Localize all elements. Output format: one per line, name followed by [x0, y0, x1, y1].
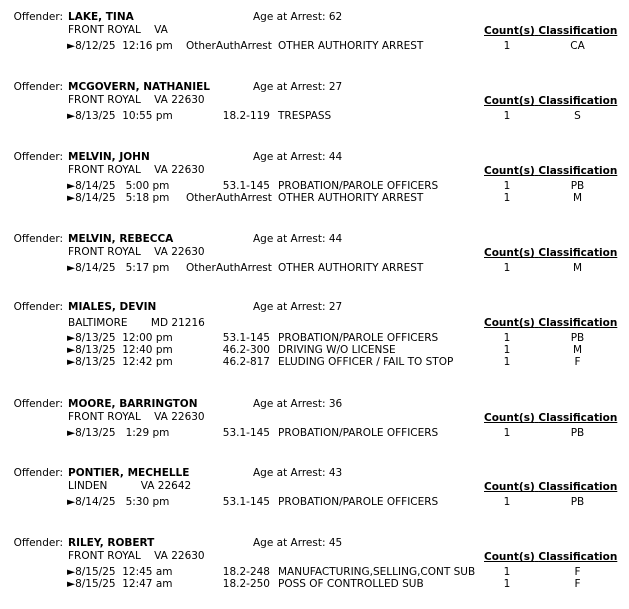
age-label: Age at Arrest:: [253, 301, 326, 313]
charge-classification: M: [572, 262, 583, 274]
column-header: [484, 165, 617, 178]
charge-description: PROBATION/PAROLE OFFICERS: [278, 496, 439, 508]
charge-description: MANUFACTURING,SELLING,CONT SUB: [278, 566, 476, 578]
charge-count: 1: [503, 427, 511, 439]
charge-classification: PB: [570, 180, 585, 192]
charge-datetime: ►8/15/25 12:47 am: [67, 578, 173, 590]
offender-record: [0, 301, 629, 373]
charge-code: OtherAuthArrest: [186, 192, 272, 204]
age-at-arrest: [253, 11, 342, 24]
offender-name: MELVIN, JOHN: [68, 151, 150, 163]
count-header: Count(s): [484, 412, 535, 424]
column-header: [484, 551, 617, 564]
charge-datetime: ►8/13/25 12:42 pm: [67, 356, 173, 368]
offender-address: FRONT ROYAL VA 22630: [68, 246, 205, 258]
count-header: Count(s): [484, 551, 535, 563]
charge-code: 53.1-145: [222, 427, 270, 439]
charge-count: 1: [503, 332, 511, 344]
offender-record: [0, 233, 629, 305]
charge-row: [0, 40, 629, 52]
charge-classification: F: [574, 566, 581, 578]
charge-description: PROBATION/PAROLE OFFICERS: [278, 180, 439, 192]
charge-classification: PB: [570, 496, 585, 508]
age-at-arrest: [253, 301, 342, 314]
count-header: Count(s): [484, 481, 535, 493]
classification-header: Classification: [538, 165, 618, 177]
charge-description: ELUDING OFFICER / FAIL TO STOP: [278, 356, 454, 368]
column-header: [484, 95, 617, 108]
offender-label: Offender:: [13, 151, 63, 163]
age-label: Age at Arrest:: [253, 537, 326, 549]
offender-address: BALTIMORE MD 21216: [68, 317, 205, 329]
charge-datetime: ►8/13/25 10:55 pm: [67, 110, 173, 122]
charge-datetime: ►8/14/25 5:17 pm: [67, 262, 170, 274]
charge-code: 18.2-119: [222, 110, 270, 122]
age-label: Age at Arrest:: [253, 398, 326, 410]
charge-datetime: ►8/13/25 12:00 pm: [67, 332, 173, 344]
charge-count: 1: [503, 496, 511, 508]
charge-code: 53.1-145: [222, 496, 270, 508]
age-value: 43: [328, 467, 343, 479]
count-header: Count(s): [484, 317, 535, 329]
classification-header: Classification: [538, 317, 618, 329]
charge-row: [0, 356, 629, 368]
offender-label: Offender:: [13, 233, 63, 245]
charge-row: [0, 180, 629, 192]
offender-address: FRONT ROYAL VA: [68, 24, 168, 36]
charge-code: 18.2-250: [222, 578, 270, 590]
charge-description: PROBATION/PAROLE OFFICERS: [278, 427, 439, 439]
age-at-arrest: [253, 537, 342, 550]
charge-count: 1: [503, 192, 511, 204]
charge-row: [0, 344, 629, 356]
charge-code: 46.2-300: [222, 344, 270, 356]
offender-record: [0, 398, 629, 470]
offender-name: MCGOVERN, NATHANIEL: [68, 81, 210, 93]
charge-classification: M: [572, 192, 583, 204]
offender-address: FRONT ROYAL VA 22630: [68, 550, 205, 562]
count-header: Count(s): [484, 165, 535, 177]
offender-label: Offender:: [13, 467, 63, 479]
age-at-arrest: [253, 233, 342, 246]
offender-record: [0, 81, 629, 153]
column-header: [484, 247, 617, 260]
offender-record: [0, 537, 629, 609]
age-value: 36: [328, 398, 343, 410]
charge-classification: CA: [570, 40, 585, 52]
age-at-arrest: [253, 81, 342, 94]
charge-code: 18.2-248: [222, 566, 270, 578]
charge-classification: F: [574, 578, 581, 590]
age-value: 27: [328, 81, 343, 93]
charge-code: OtherAuthArrest: [186, 40, 272, 52]
charge-code: 53.1-145: [222, 180, 270, 192]
charge-datetime: ►8/14/25 5:30 pm: [67, 496, 170, 508]
charge-classification: PB: [570, 427, 585, 439]
offender-record: [0, 467, 629, 539]
charge-count: 1: [503, 110, 511, 122]
classification-header: Classification: [538, 25, 618, 37]
column-header: [484, 25, 617, 38]
charge-description: PROBATION/PAROLE OFFICERS: [278, 332, 439, 344]
offender-record: [0, 11, 629, 83]
charge-row: [0, 496, 629, 508]
offender-record: [0, 151, 629, 223]
column-header: [484, 317, 617, 330]
age-label: Age at Arrest:: [253, 81, 326, 93]
charge-row: [0, 192, 629, 204]
age-at-arrest: [253, 151, 342, 164]
offender-name: MOORE, BARRINGTON: [68, 398, 198, 410]
column-header: [484, 412, 617, 425]
offender-address: FRONT ROYAL VA 22630: [68, 411, 205, 423]
offender-address: FRONT ROYAL VA 22630: [68, 164, 205, 176]
classification-header: Classification: [538, 247, 618, 259]
age-label: Age at Arrest:: [253, 467, 326, 479]
age-at-arrest: [253, 398, 342, 411]
offender-label: Offender:: [13, 81, 63, 93]
charge-datetime: ►8/13/25 12:40 pm: [67, 344, 173, 356]
charge-code: 53.1-145: [222, 332, 270, 344]
charge-datetime: ►8/14/25 5:18 pm: [67, 192, 170, 204]
charge-description: OTHER AUTHORITY ARREST: [278, 262, 424, 274]
charge-count: 1: [503, 566, 511, 578]
age-value: 45: [328, 537, 343, 549]
age-value: 44: [328, 233, 343, 245]
charge-count: 1: [503, 578, 511, 590]
classification-header: Classification: [538, 412, 618, 424]
charge-count: 1: [503, 40, 511, 52]
offender-label: Offender:: [13, 537, 63, 549]
charge-classification: S: [574, 110, 581, 122]
charge-datetime: ►8/15/25 12:45 am: [67, 566, 173, 578]
charge-datetime: ►8/14/25 5:00 pm: [67, 180, 170, 192]
charge-classification: PB: [570, 332, 585, 344]
offender-label: Offender:: [13, 301, 63, 313]
charge-row: [0, 110, 629, 122]
charge-row: [0, 578, 629, 590]
charge-datetime: ►8/13/25 1:29 pm: [67, 427, 170, 439]
charge-count: 1: [503, 180, 511, 192]
offender-name: MELVIN, REBECCA: [68, 233, 174, 245]
age-label: Age at Arrest:: [253, 151, 326, 163]
age-value: 27: [328, 301, 343, 313]
column-header: [484, 481, 617, 494]
count-header: Count(s): [484, 25, 535, 37]
charge-code: OtherAuthArrest: [186, 262, 272, 274]
charge-count: 1: [503, 356, 511, 368]
charge-classification: M: [572, 344, 583, 356]
charge-description: DRIVING W/O LICENSE: [278, 344, 396, 356]
offender-name: MIALES, DEVIN: [68, 301, 157, 313]
age-label: Age at Arrest:: [253, 11, 326, 23]
offender-name: LAKE, TINA: [68, 11, 134, 23]
offender-address: FRONT ROYAL VA 22630: [68, 94, 205, 106]
charge-count: 1: [503, 344, 511, 356]
classification-header: Classification: [538, 551, 618, 563]
offender-address: LINDEN VA 22642: [68, 480, 192, 492]
classification-header: Classification: [538, 481, 618, 493]
offender-label: Offender:: [13, 11, 63, 23]
charge-description: OTHER AUTHORITY ARREST: [278, 40, 424, 52]
charge-code: 46.2-817: [222, 356, 270, 368]
count-header: Count(s): [484, 95, 535, 107]
age-value: 62: [328, 11, 343, 23]
charge-description: POSS OF CONTROLLED SUB: [278, 578, 424, 590]
charge-row: [0, 332, 629, 344]
offender-name: PONTIER, MECHELLE: [68, 467, 190, 479]
charge-classification: F: [574, 356, 581, 368]
charge-description: TRESPASS: [278, 110, 332, 122]
charge-row: [0, 427, 629, 439]
age-label: Age at Arrest:: [253, 233, 326, 245]
charge-row: [0, 566, 629, 578]
count-header: Count(s): [484, 247, 535, 259]
charge-row: [0, 262, 629, 274]
offender-label: Offender:: [13, 398, 63, 410]
charge-description: OTHER AUTHORITY ARREST: [278, 192, 424, 204]
charge-count: 1: [503, 262, 511, 274]
age-at-arrest: [253, 467, 342, 480]
charge-datetime: ►8/12/25 12:16 pm: [67, 40, 173, 52]
age-value: 44: [328, 151, 343, 163]
offender-name: RILEY, ROBERT: [68, 537, 155, 549]
classification-header: Classification: [538, 95, 618, 107]
